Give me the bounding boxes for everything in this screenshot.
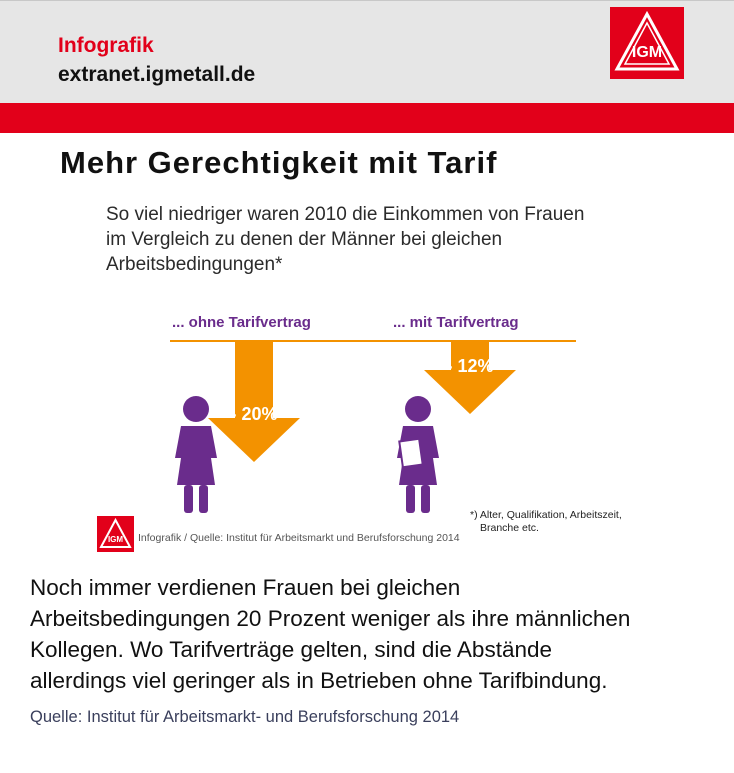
header-url: extranet.igmetall.de [58,63,256,86]
value-label: - 12% [446,356,494,376]
body-line: Kollegen. Wo Tarifverträge gelten, sind die Abstände [30,637,553,662]
arrows-group [208,342,516,462]
footnote [470,509,622,535]
woman-figure-icon [175,396,217,513]
body-line: Arbeitsbedingungen 20 Prozent weniger als ihre männlichen [30,606,631,631]
value-arrow [208,342,300,462]
infographic-source: Infografik / Quelle: Institut für Arbeitsmarkt und Berufsforschung 2014 [138,532,460,544]
value-arrow [424,342,516,414]
category-label-ohne: ... ohne Tarifvertrag [172,314,311,331]
subtitle-line: So viel niedriger waren 2010 die Einkommen von Frauen [106,204,585,225]
footnote-line: Branche etc. [480,522,539,534]
subtitle-line: im Vergleich zu denen der Männer bei gleichen [106,229,503,250]
header-kicker: Infografik [58,34,154,57]
body-line: Noch immer verdienen Frauen bei gleichen [30,575,461,600]
source-line: Quelle: Institut für Arbeitsmarkt- und Berufsforschung 2014 [30,708,460,726]
value-label: - 20% [230,404,278,424]
category-label-mit: ... mit Tarifvertrag [393,314,519,331]
body-text [30,572,720,696]
ig-metall-small-logo-icon [97,516,134,552]
woman-figure-document-icon [397,396,439,513]
page-title: Mehr Gerechtigkeit mit Tarif [60,145,498,180]
body-line: allerdings viel geringer als in Betrieben ohne Tarifbindung. [30,668,608,693]
svg-text:IGM: IGM [631,44,663,61]
footnote-line: *) Alter, Qualifikation, Arbeitszeit, [470,509,622,521]
svg-text:IGM: IGM [107,535,124,544]
subtitle-line: Arbeitsbedingungen* [106,254,283,275]
